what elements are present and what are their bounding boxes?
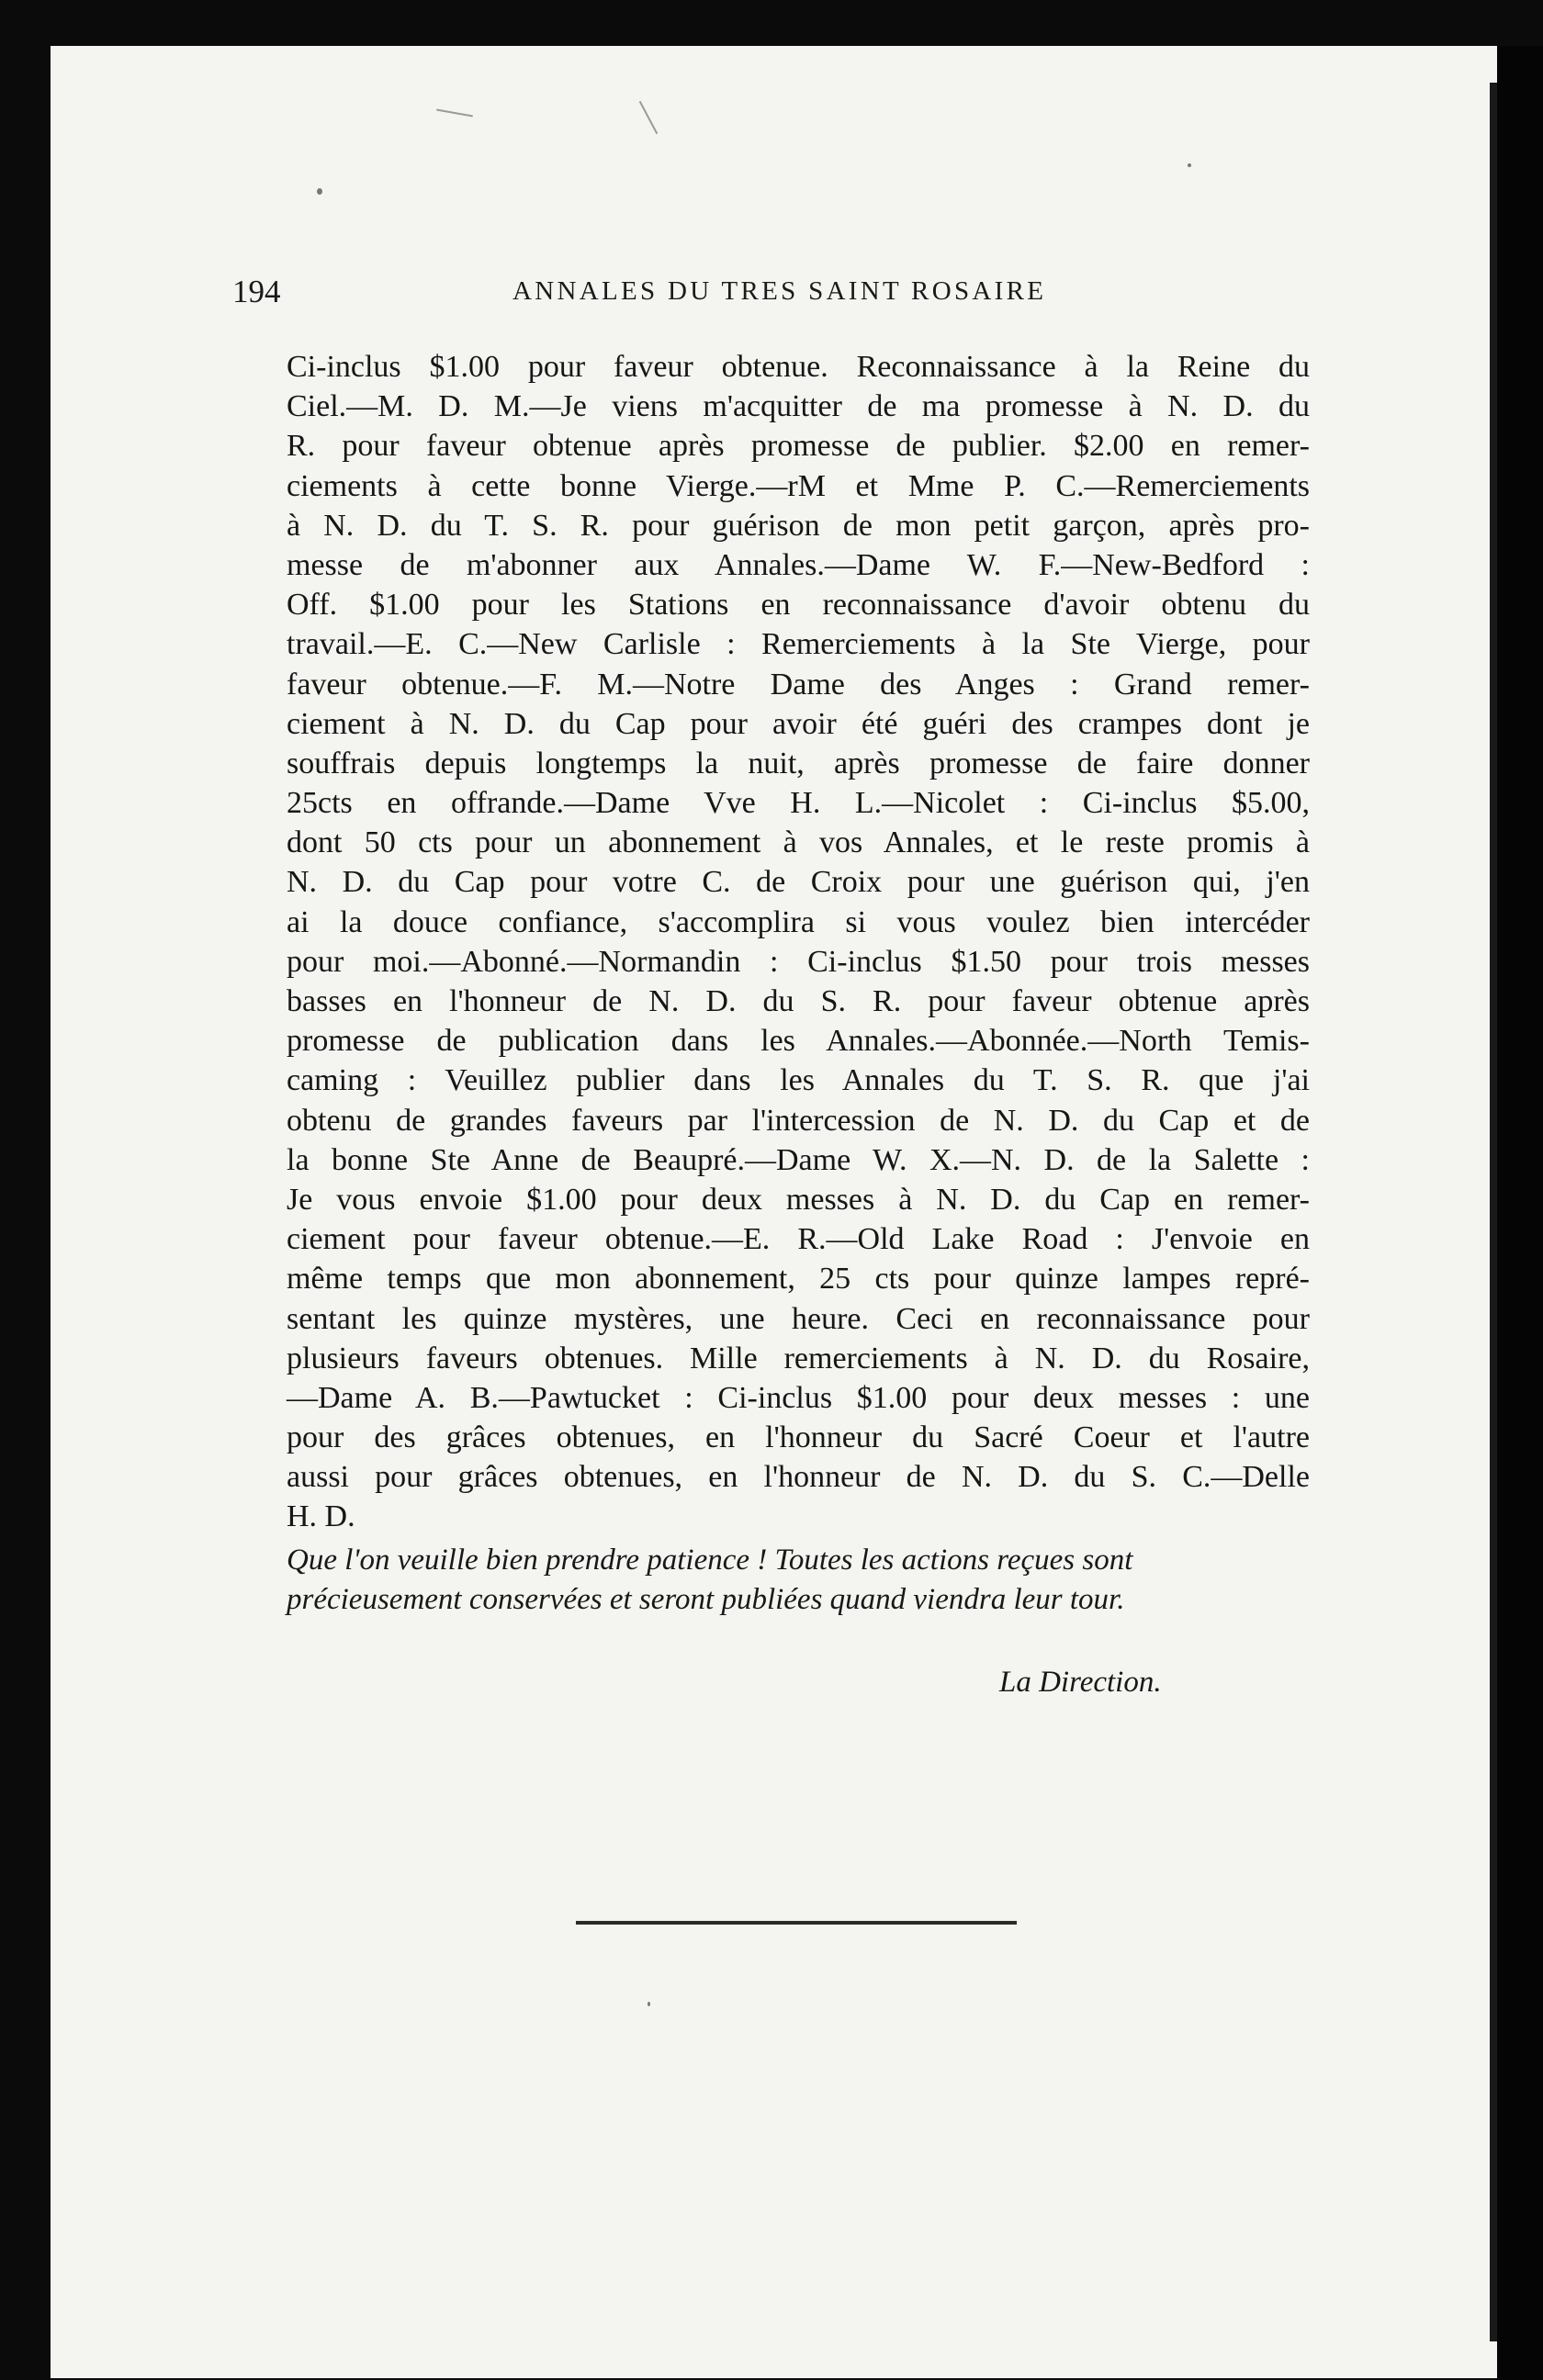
text-line: Ciel.—M. D. M.—Je viens m'acquitter de ma promesse à N. D. du <box>287 389 1310 424</box>
text-line: ciements à cette bonne Vierge.—rM et Mme P. C.—Remerciements <box>287 468 1310 503</box>
text-line: aussi pour grâces obtenues, en l'honneur de N. D. du S. C.—Delle <box>287 1460 1310 1495</box>
text-line: N. D. du Cap pour votre C. de Croix pour une guérison qui, j'en <box>287 865 1310 900</box>
text-line: faveur obtenue.—F. M.—Notre Dame des Anges : Grand remer- <box>287 667 1310 702</box>
text-line: à N. D. du T. S. R. pour guérison de mon petit garçon, après pro- <box>287 508 1310 543</box>
text-line: R. pour faveur obtenue après promesse de publier. $2.00 en remer- <box>287 429 1310 464</box>
scan-border <box>1497 46 1543 2380</box>
text-line: Ci-inclus $1.00 pour faveur obtenue. Reconnaissance à la Reine du <box>287 350 1310 384</box>
text-line: messe de m'abonner aux Annales.—Dame W. F.—New-Bedford : <box>287 547 1310 582</box>
dust-speck <box>317 188 322 195</box>
closing-note: Que l'on veuille bien prendre patience ! Toutes les actions reçues sont précieusement conservées et seront publiées quand viendra leur tour. <box>287 1544 1133 1616</box>
text-line: pour des grâces obtenues, en l'honneur du Sacré Coeur et l'autre <box>287 1420 1310 1455</box>
text-line: souffrais depuis longtemps la nuit, après promesse de faire donner <box>287 746 1310 780</box>
text-line: obtenu de grandes faveurs par l'intercession de N. D. du Cap et de <box>287 1103 1310 1138</box>
signature: La Direction. <box>999 1666 1162 1699</box>
text-line: basses en l'honneur de N. D. du S. R. pour faveur obtenue après <box>287 984 1310 1018</box>
dust-speck <box>1188 163 1191 167</box>
text-line: plusieurs faveurs obtenues. Mille remerciements à N. D. du Rosaire, <box>287 1341 1310 1375</box>
text-line: ai la douce confiance, s'accomplira si vous voulez bien intercéder <box>287 904 1310 939</box>
dust-speck <box>648 2002 650 2006</box>
text-line: Off. $1.00 pour les Stations en reconnaissance d'avoir obtenu du <box>287 588 1310 623</box>
text-line: la bonne Ste Anne de Beaupré.—Dame W. X.—N. D. de la Salette : <box>287 1142 1310 1177</box>
text-line: dont 50 cts pour un abonnement à vos Annales, et le reste promis à <box>287 825 1310 860</box>
text-line: travail.—E. C.—New Carlisle : Remerciements à la Ste Vierge, pour <box>287 627 1310 662</box>
text-line: 25cts en offrande.—Dame Vve H. L.—Nicolet : Ci-inclus $5.00, <box>287 786 1310 821</box>
text-line: ciement à N. D. du Cap pour avoir été guéri des crampes dont je <box>287 706 1310 741</box>
text-line: Je vous envoie $1.00 pour deux messes à N. D. du Cap en remer- <box>287 1182 1310 1217</box>
running-title: ANNALES DU TRES SAINT ROSAIRE <box>512 276 1047 306</box>
end-rule <box>576 1921 1017 1925</box>
text-line: même temps que mon abonnement, 25 cts pour quinze lampes repré- <box>287 1262 1310 1297</box>
text-line: pour moi.—Abonné.—Normandin : Ci-inclus $1.50 pour trois messes <box>287 944 1310 979</box>
text-line: H. D. <box>287 1499 355 1534</box>
text-line: promesse de publication dans les Annales.—Abonnée.—North Temis- <box>287 1024 1310 1059</box>
text-line: ciement pour faveur obtenue.—E. R.—Old Lake Road : J'envoie en <box>287 1222 1310 1257</box>
body-text <box>287 347 1310 1537</box>
page-number: 194 <box>232 274 281 309</box>
text-line: sentant les quinze mystères, une heure. Ceci en reconnaissance pour <box>287 1301 1310 1336</box>
scan-scratch <box>436 109 473 118</box>
text-line: —Dame A. B.—Pawtucket : Ci-inclus $1.00 pour deux messes : une <box>287 1380 1310 1415</box>
scan-scratch <box>639 101 659 134</box>
text-line: caming : Veuillez publier dans les Annales du T. S. R. que j'ai <box>287 1063 1310 1098</box>
